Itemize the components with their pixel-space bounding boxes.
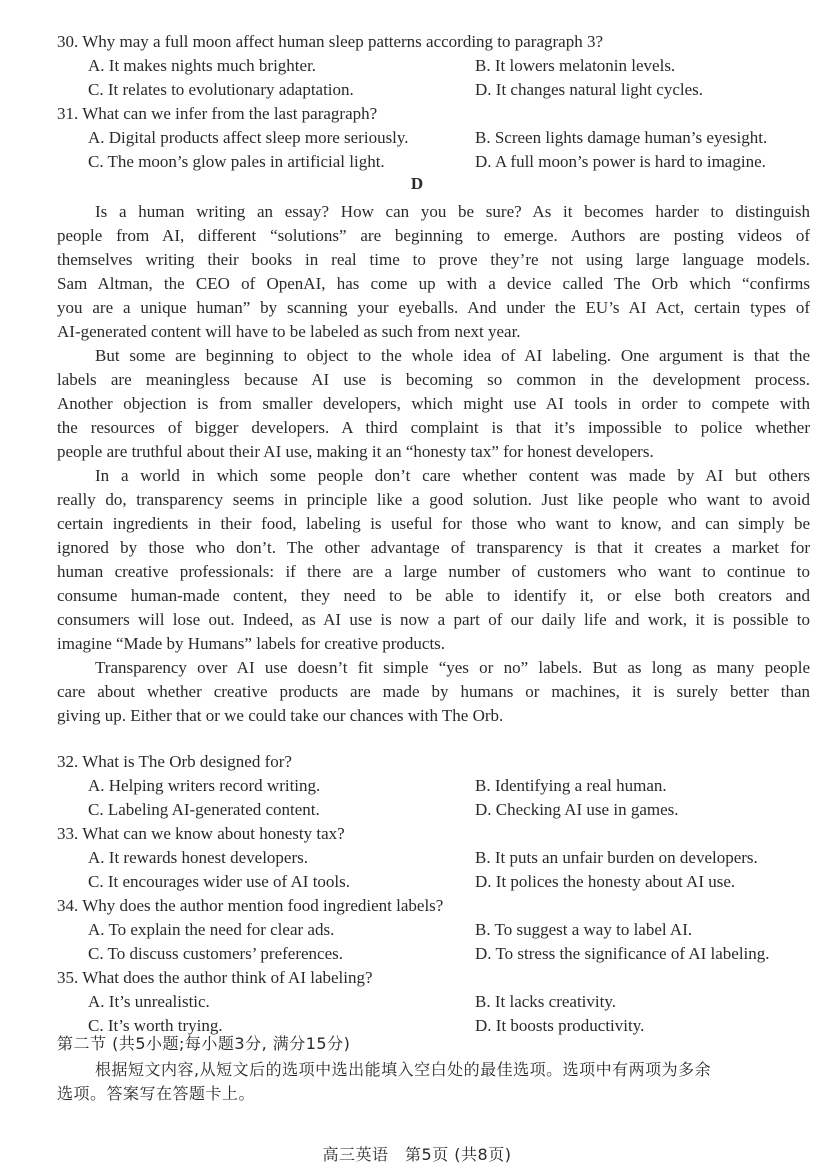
paragraph-line: ignored by those who don’t. The other advantage of transparency is that it creates a market for — [57, 538, 810, 557]
option-b: B. Screen lights damage human’s eyesight. — [475, 128, 768, 147]
option-d: D. A full moon’s power is hard to imagine. — [475, 152, 766, 171]
option-c: C. It’s worth trying. — [88, 1016, 223, 1035]
passage-letter: D — [410, 174, 424, 193]
section2-heading: 第二节 (共5小题;每小题3分, 满分15分) — [57, 1034, 351, 1053]
paragraph-line: labels are meaningless because AI use is becoming so common in the development process. — [57, 370, 810, 389]
section2-instruction-line2: 选项。答案写在答题卡上。 — [57, 1084, 256, 1103]
paragraph-line: AI-generated content will have to be labeled as such from next year. — [57, 322, 521, 341]
paragraph-line: imagine “Made by Humans” labels for creative products. — [57, 634, 446, 653]
paragraph-line: Another objection is from smaller developers, which might use AI tools in order to compete with — [57, 394, 810, 413]
option-c: C. To discuss customers’ preferences. — [88, 944, 343, 963]
option-b: B. It puts an unfair burden on developers. — [475, 848, 758, 867]
paragraph-line: consumers will lose out. Indeed, as AI use is now a part of our daily life and work, it is possible to — [57, 610, 810, 629]
paragraph-line: you are a unique human” by scanning your eyeballs. And under the EU’s AI Act, certain types of — [57, 298, 810, 317]
paragraph-line: giving up. Either that or we could take our chances with The Orb. — [57, 706, 504, 725]
paragraph-line: care about whether creative products are made by humans or machines, it is surely better than — [57, 682, 810, 701]
option-b: B. Identifying a real human. — [475, 776, 667, 795]
option-b: B. To suggest a way to label AI. — [475, 920, 693, 939]
option-a: A. Helping writers record writing. — [88, 776, 321, 795]
section2-instruction-line1: 根据短文内容,从短文后的选项中选出能填入空白处的最佳选项。选项中有两项为多余 — [95, 1060, 712, 1079]
option-d: D. To stress the significance of AI labeling. — [475, 944, 770, 963]
paragraph-line: human creative professionals: if there are a large number of customers who want to continue to — [57, 562, 810, 581]
question-stem: 33. What can we know about honesty tax? — [57, 824, 345, 843]
page-footer: 高三英语 第5页 (共8页) — [322, 1145, 512, 1164]
paragraph-line: people from AI, different “solutions” are beginning to emerge. Authors are posting videos of — [57, 226, 810, 245]
option-c: C. It relates to evolutionary adaptation. — [88, 80, 354, 99]
option-a: A. It’s unrealistic. — [88, 992, 210, 1011]
paragraph-line: really do, transparency seems in principle like a good solution. Just like people who want to avoid — [57, 490, 810, 509]
question-stem: 35. What does the author think of AI labeling? — [57, 968, 373, 987]
option-c: C. The moon’s glow pales in artificial light. — [88, 152, 385, 171]
paragraph-line: In a world in which some people don’t care whether content was made by AI but others — [95, 466, 810, 485]
option-d: D. It boosts productivity. — [475, 1016, 645, 1035]
paragraph-line: the resources of bigger developers. A third complaint is that it’s impossible to police whether — [57, 418, 810, 437]
question-stem: 31. What can we infer from the last paragraph? — [57, 104, 378, 123]
option-a: A. Digital products affect sleep more seriously. — [88, 128, 409, 147]
option-d: D. It changes natural light cycles. — [475, 80, 704, 99]
question-stem: 32. What is The Orb designed for? — [57, 752, 292, 771]
paragraph-line: Is a human writing an essay? How can you be sure? As it becomes harder to distinguish — [95, 202, 810, 221]
option-c: C. Labeling AI-generated content. — [88, 800, 320, 819]
option-b: B. It lacks creativity. — [475, 992, 616, 1011]
option-a: A. To explain the need for clear ads. — [88, 920, 335, 939]
paragraph-line: Transparency over AI use doesn’t fit simple “yes or no” labels. But as long as many people — [95, 658, 810, 677]
question-stem: 30. Why may a full moon affect human sleep patterns according to paragraph 3? — [57, 32, 604, 51]
paragraph-line: consume human-made content, they need to be able to identify it, or else both creators and — [57, 586, 810, 605]
paragraph-line: themselves writing their books in real time to prove they’re not using large language models. — [57, 250, 810, 269]
option-a: A. It makes nights much brighter. — [88, 56, 317, 75]
paragraph-line: certain ingredients in their food, labeling is useful for those who want to know, and can simply be — [57, 514, 810, 533]
option-b: B. It lowers melatonin levels. — [475, 56, 676, 75]
paragraph-line: Sam Altman, the CEO of OpenAI, has come up with a device called The Orb which “confirms — [57, 274, 810, 293]
option-c: C. It encourages wider use of AI tools. — [88, 872, 351, 891]
question-stem: 34. Why does the author mention food ingredient labels? — [57, 896, 444, 915]
paragraph-line: people are truthful about their AI use, making it an “honesty tax” for honest developers. — [57, 442, 654, 461]
option-d: D. Checking AI use in games. — [475, 800, 679, 819]
option-d: D. It polices the honesty about AI use. — [475, 872, 736, 891]
option-a: A. It rewards honest developers. — [88, 848, 308, 867]
paragraph-line: But some are beginning to object to the whole idea of AI labeling. One argument is that the — [95, 346, 810, 365]
